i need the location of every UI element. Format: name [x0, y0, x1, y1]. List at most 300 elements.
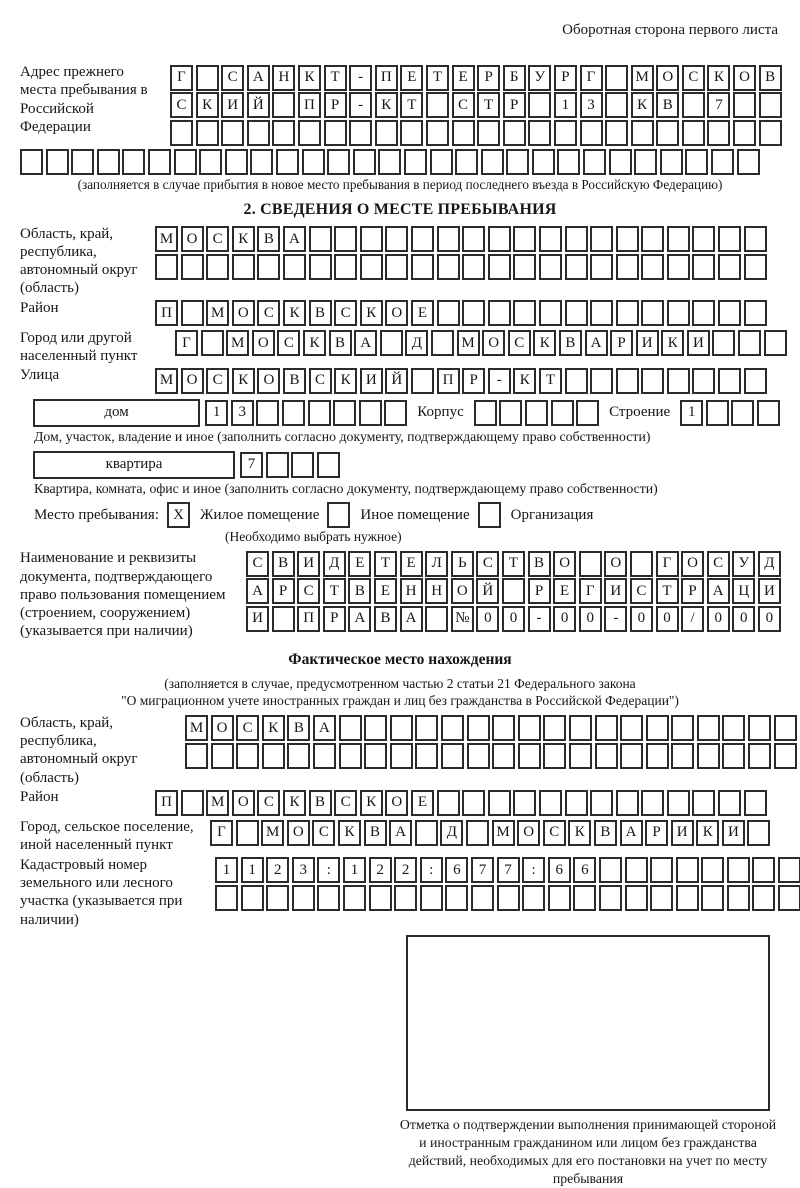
char-cell[interactable]: Г — [656, 551, 679, 577]
char-cell[interactable] — [543, 743, 566, 769]
char-cell[interactable]: К — [303, 330, 326, 356]
char-cell[interactable] — [415, 820, 438, 846]
char-cell[interactable] — [266, 452, 289, 478]
char-cell[interactable]: Н — [425, 578, 448, 604]
char-cell[interactable] — [488, 790, 511, 816]
char-cell[interactable]: О — [517, 820, 540, 846]
char-cell[interactable] — [620, 743, 643, 769]
char-cell[interactable] — [287, 743, 310, 769]
char-cell[interactable]: И — [360, 368, 383, 394]
char-cell[interactable] — [676, 857, 699, 883]
char-cell[interactable]: В — [594, 820, 617, 846]
char-cell[interactable]: И — [722, 820, 745, 846]
char-cell[interactable]: К — [196, 92, 219, 118]
char-cell[interactable] — [774, 715, 797, 741]
char-cell[interactable] — [646, 743, 669, 769]
char-cell[interactable]: А — [354, 330, 377, 356]
char-cell[interactable]: 7 — [707, 92, 730, 118]
char-cell[interactable]: К — [360, 790, 383, 816]
char-cell[interactable] — [181, 300, 204, 326]
char-cell[interactable] — [744, 254, 767, 280]
char-cell[interactable] — [360, 254, 383, 280]
char-cell[interactable]: П — [298, 92, 321, 118]
char-cell[interactable] — [272, 120, 295, 146]
char-cell[interactable] — [426, 120, 449, 146]
char-cell[interactable] — [528, 92, 551, 118]
char-cell[interactable] — [590, 790, 613, 816]
char-cell[interactable] — [764, 330, 787, 356]
char-cell[interactable]: В — [656, 92, 679, 118]
char-cell[interactable]: В — [283, 368, 306, 394]
char-cell[interactable] — [525, 400, 548, 426]
char-cell[interactable] — [718, 300, 741, 326]
char-cell[interactable]: Т — [323, 578, 346, 604]
char-cell[interactable]: К — [262, 715, 285, 741]
char-cell[interactable]: С — [452, 92, 475, 118]
char-cell[interactable]: А — [283, 226, 306, 252]
char-cell[interactable]: В — [759, 65, 782, 91]
char-cell[interactable]: С — [682, 65, 705, 91]
char-cell[interactable] — [420, 885, 443, 911]
char-cell[interactable] — [317, 452, 340, 478]
char-cell[interactable] — [488, 254, 511, 280]
char-cell[interactable]: 0 — [707, 606, 730, 632]
char-cell[interactable] — [667, 226, 690, 252]
char-cell[interactable] — [437, 226, 460, 252]
char-cell[interactable]: М — [206, 790, 229, 816]
char-cell[interactable]: Д — [323, 551, 346, 577]
char-cell[interactable] — [309, 226, 332, 252]
char-cell[interactable] — [616, 790, 639, 816]
char-cell[interactable]: Ц — [732, 578, 755, 604]
char-cell[interactable] — [241, 885, 264, 911]
char-cell[interactable]: 2 — [394, 857, 417, 883]
char-cell[interactable]: Е — [411, 790, 434, 816]
char-cell[interactable]: : — [522, 857, 545, 883]
char-cell[interactable] — [375, 120, 398, 146]
char-cell[interactable] — [272, 92, 295, 118]
char-cell[interactable] — [462, 790, 485, 816]
char-cell[interactable] — [722, 743, 745, 769]
char-cell[interactable] — [283, 254, 306, 280]
char-cell[interactable] — [488, 226, 511, 252]
char-cell[interactable] — [744, 300, 767, 326]
char-cell[interactable]: В — [272, 551, 295, 577]
char-cell[interactable] — [539, 790, 562, 816]
char-cell[interactable]: - — [349, 92, 372, 118]
char-cell[interactable] — [359, 400, 382, 426]
char-cell[interactable]: А — [348, 606, 371, 632]
char-cell[interactable]: А — [620, 820, 643, 846]
char-cell[interactable] — [492, 715, 515, 741]
char-cell[interactable]: М — [206, 300, 229, 326]
char-cell[interactable] — [181, 790, 204, 816]
char-cell[interactable]: У — [528, 65, 551, 91]
char-cell[interactable]: П — [297, 606, 320, 632]
char-cell[interactable] — [426, 92, 449, 118]
char-cell[interactable]: Р — [462, 368, 485, 394]
char-cell[interactable] — [757, 400, 780, 426]
char-cell[interactable] — [616, 368, 639, 394]
char-cell[interactable] — [712, 330, 735, 356]
char-cell[interactable]: Р — [272, 578, 295, 604]
char-cell[interactable]: Г — [175, 330, 198, 356]
char-cell[interactable] — [155, 254, 178, 280]
char-cell[interactable] — [430, 149, 453, 175]
char-cell[interactable] — [415, 715, 438, 741]
char-cell[interactable]: Р — [610, 330, 633, 356]
char-cell[interactable]: О — [733, 65, 756, 91]
char-cell[interactable]: Т — [502, 551, 525, 577]
char-cell[interactable]: 1 — [680, 400, 703, 426]
char-cell[interactable] — [522, 885, 545, 911]
char-cell[interactable]: Т — [426, 65, 449, 91]
char-cell[interactable]: С — [543, 820, 566, 846]
char-cell[interactable]: А — [246, 578, 269, 604]
char-cell[interactable]: С — [236, 715, 259, 741]
char-cell[interactable] — [590, 368, 613, 394]
char-cell[interactable] — [667, 254, 690, 280]
char-cell[interactable]: О — [385, 790, 408, 816]
char-cell[interactable] — [369, 885, 392, 911]
char-cell[interactable] — [232, 254, 255, 280]
char-cell[interactable]: И — [221, 92, 244, 118]
char-cell[interactable] — [692, 254, 715, 280]
char-cell[interactable]: Р — [554, 65, 577, 91]
char-cell[interactable]: С — [630, 578, 653, 604]
char-cell[interactable] — [349, 120, 372, 146]
char-cell[interactable]: Р — [503, 92, 526, 118]
char-cell[interactable] — [518, 743, 541, 769]
char-cell[interactable]: О — [181, 368, 204, 394]
char-cell[interactable]: А — [707, 578, 730, 604]
char-cell[interactable] — [565, 790, 588, 816]
char-cell[interactable] — [573, 885, 596, 911]
char-cell[interactable] — [697, 743, 720, 769]
char-cell[interactable]: Д — [758, 551, 781, 577]
char-cell[interactable]: В — [309, 300, 332, 326]
char-cell[interactable] — [759, 92, 782, 118]
char-cell[interactable]: Й — [247, 92, 270, 118]
char-cell[interactable]: А — [389, 820, 412, 846]
char-cell[interactable] — [247, 120, 270, 146]
char-cell[interactable] — [620, 715, 643, 741]
char-cell[interactable] — [502, 578, 525, 604]
char-cell[interactable]: Г — [210, 820, 233, 846]
char-cell[interactable] — [481, 149, 504, 175]
char-cell[interactable] — [206, 254, 229, 280]
char-cell[interactable] — [262, 743, 285, 769]
char-cell[interactable] — [528, 120, 551, 146]
char-cell[interactable]: В — [374, 606, 397, 632]
char-cell[interactable] — [411, 368, 434, 394]
char-cell[interactable] — [148, 149, 171, 175]
char-cell[interactable] — [400, 120, 423, 146]
char-cell[interactable]: С — [277, 330, 300, 356]
char-cell[interactable]: М — [155, 226, 178, 252]
char-cell[interactable]: М — [457, 330, 480, 356]
char-cell[interactable] — [727, 885, 750, 911]
char-cell[interactable]: О — [451, 578, 474, 604]
char-cell[interactable] — [682, 120, 705, 146]
char-cell[interactable] — [660, 149, 683, 175]
stay-option-org-checkbox[interactable] — [478, 502, 501, 528]
char-cell[interactable] — [616, 226, 639, 252]
char-cell[interactable]: П — [155, 790, 178, 816]
char-cell[interactable] — [778, 885, 800, 911]
char-cell[interactable] — [595, 743, 618, 769]
char-cell[interactable] — [513, 790, 536, 816]
char-cell[interactable]: - — [604, 606, 627, 632]
char-cell[interactable]: О — [604, 551, 627, 577]
char-cell[interactable]: К — [533, 330, 556, 356]
char-cell[interactable]: 0 — [502, 606, 525, 632]
char-cell[interactable]: А — [585, 330, 608, 356]
char-cell[interactable] — [452, 120, 475, 146]
char-cell[interactable] — [748, 743, 771, 769]
char-cell[interactable]: К — [338, 820, 361, 846]
char-cell[interactable]: В — [287, 715, 310, 741]
char-cell[interactable]: 2 — [266, 857, 289, 883]
char-cell[interactable] — [667, 300, 690, 326]
char-cell[interactable]: С — [476, 551, 499, 577]
char-cell[interactable] — [609, 149, 632, 175]
char-cell[interactable] — [236, 743, 259, 769]
char-cell[interactable]: И — [671, 820, 694, 846]
char-cell[interactable]: - — [349, 65, 372, 91]
char-cell[interactable]: 1 — [343, 857, 366, 883]
char-cell[interactable] — [441, 743, 464, 769]
char-cell[interactable]: О — [232, 790, 255, 816]
char-cell[interactable] — [641, 254, 664, 280]
char-cell[interactable] — [256, 400, 279, 426]
char-cell[interactable]: 0 — [656, 606, 679, 632]
char-cell[interactable] — [462, 300, 485, 326]
char-cell[interactable] — [282, 400, 305, 426]
char-cell[interactable] — [250, 149, 273, 175]
char-cell[interactable] — [390, 743, 413, 769]
char-cell[interactable]: 3 — [580, 92, 603, 118]
char-cell[interactable]: - — [528, 606, 551, 632]
char-cell[interactable]: К — [232, 226, 255, 252]
char-cell[interactable] — [462, 226, 485, 252]
char-cell[interactable] — [431, 330, 454, 356]
char-cell[interactable] — [748, 715, 771, 741]
char-cell[interactable] — [583, 149, 606, 175]
char-cell[interactable]: М — [261, 820, 284, 846]
char-cell[interactable]: Р — [681, 578, 704, 604]
char-cell[interactable] — [302, 149, 325, 175]
char-cell[interactable]: И — [687, 330, 710, 356]
char-cell[interactable]: 7 — [497, 857, 520, 883]
char-cell[interactable]: Т — [477, 92, 500, 118]
char-cell[interactable]: С — [206, 368, 229, 394]
char-cell[interactable]: С — [221, 65, 244, 91]
char-cell[interactable] — [548, 885, 571, 911]
char-cell[interactable] — [554, 120, 577, 146]
char-cell[interactable] — [394, 885, 417, 911]
char-cell[interactable] — [701, 885, 724, 911]
char-cell[interactable] — [334, 254, 357, 280]
char-cell[interactable] — [513, 300, 536, 326]
char-cell[interactable] — [692, 790, 715, 816]
char-cell[interactable] — [565, 254, 588, 280]
char-cell[interactable] — [590, 254, 613, 280]
char-cell[interactable] — [308, 400, 331, 426]
char-cell[interactable] — [759, 120, 782, 146]
char-cell[interactable] — [718, 226, 741, 252]
char-cell[interactable] — [384, 400, 407, 426]
char-cell[interactable]: 3 — [292, 857, 315, 883]
char-cell[interactable]: Г — [579, 578, 602, 604]
char-cell[interactable] — [488, 300, 511, 326]
char-cell[interactable]: 6 — [445, 857, 468, 883]
char-cell[interactable] — [676, 885, 699, 911]
char-cell[interactable] — [706, 400, 729, 426]
char-cell[interactable] — [671, 715, 694, 741]
char-cell[interactable] — [605, 120, 628, 146]
char-cell[interactable] — [339, 715, 362, 741]
char-cell[interactable]: А — [313, 715, 336, 741]
char-cell[interactable] — [727, 857, 750, 883]
char-cell[interactable] — [390, 715, 413, 741]
char-cell[interactable] — [625, 885, 648, 911]
char-cell[interactable] — [333, 400, 356, 426]
char-cell[interactable] — [667, 790, 690, 816]
char-cell[interactable] — [225, 149, 248, 175]
char-cell[interactable] — [625, 857, 648, 883]
char-cell[interactable]: Ь — [451, 551, 474, 577]
char-cell[interactable]: О — [181, 226, 204, 252]
char-cell[interactable] — [364, 715, 387, 741]
char-cell[interactable]: Й — [385, 368, 408, 394]
char-cell[interactable]: П — [437, 368, 460, 394]
char-cell[interactable]: К — [232, 368, 255, 394]
char-cell[interactable]: Е — [411, 300, 434, 326]
char-cell[interactable]: К — [283, 790, 306, 816]
char-cell[interactable] — [291, 452, 314, 478]
char-cell[interactable] — [711, 149, 734, 175]
char-cell[interactable]: М — [185, 715, 208, 741]
char-cell[interactable] — [385, 226, 408, 252]
char-cell[interactable]: М — [226, 330, 249, 356]
char-cell[interactable] — [650, 885, 673, 911]
char-cell[interactable]: Н — [400, 578, 423, 604]
char-cell[interactable] — [199, 149, 222, 175]
char-cell[interactable]: О — [257, 368, 280, 394]
char-cell[interactable] — [718, 790, 741, 816]
char-cell[interactable] — [752, 857, 775, 883]
char-cell[interactable]: 2 — [369, 857, 392, 883]
char-cell[interactable] — [97, 149, 120, 175]
char-cell[interactable] — [667, 368, 690, 394]
char-cell[interactable] — [378, 149, 401, 175]
char-cell[interactable]: С — [297, 578, 320, 604]
char-cell[interactable]: В — [528, 551, 551, 577]
char-cell[interactable]: У — [732, 551, 755, 577]
char-cell[interactable]: И — [604, 578, 627, 604]
char-cell[interactable] — [343, 885, 366, 911]
char-cell[interactable]: : — [420, 857, 443, 883]
char-cell[interactable] — [590, 226, 613, 252]
char-cell[interactable] — [380, 330, 403, 356]
char-cell[interactable] — [718, 368, 741, 394]
char-cell[interactable]: К — [283, 300, 306, 326]
char-cell[interactable]: Е — [400, 551, 423, 577]
char-cell[interactable] — [543, 715, 566, 741]
char-cell[interactable]: 0 — [476, 606, 499, 632]
char-cell[interactable] — [455, 149, 478, 175]
char-cell[interactable] — [411, 226, 434, 252]
char-cell[interactable] — [20, 149, 43, 175]
char-cell[interactable] — [474, 400, 497, 426]
char-cell[interactable]: М — [492, 820, 515, 846]
char-cell[interactable] — [532, 149, 555, 175]
stay-option-zhiloe-checkbox[interactable]: X — [167, 502, 190, 528]
char-cell[interactable] — [425, 606, 448, 632]
char-cell[interactable]: 0 — [553, 606, 576, 632]
char-cell[interactable] — [313, 743, 336, 769]
char-cell[interactable] — [733, 120, 756, 146]
char-cell[interactable] — [747, 820, 770, 846]
char-cell[interactable]: С — [257, 300, 280, 326]
char-cell[interactable] — [462, 254, 485, 280]
char-cell[interactable]: О — [232, 300, 255, 326]
char-cell[interactable]: Е — [348, 551, 371, 577]
char-cell[interactable] — [467, 743, 490, 769]
char-cell[interactable] — [324, 120, 347, 146]
char-cell[interactable]: О — [681, 551, 704, 577]
char-cell[interactable]: О — [211, 715, 234, 741]
char-cell[interactable]: К — [631, 92, 654, 118]
char-cell[interactable]: 1 — [215, 857, 238, 883]
char-cell[interactable] — [656, 120, 679, 146]
char-cell[interactable]: О — [553, 551, 576, 577]
char-cell[interactable] — [497, 885, 520, 911]
char-cell[interactable] — [185, 743, 208, 769]
char-cell[interactable]: Р — [477, 65, 500, 91]
char-cell[interactable] — [641, 790, 664, 816]
char-cell[interactable] — [641, 300, 664, 326]
char-cell[interactable] — [539, 300, 562, 326]
char-cell[interactable] — [317, 885, 340, 911]
char-cell[interactable] — [339, 743, 362, 769]
char-cell[interactable] — [539, 226, 562, 252]
char-cell[interactable] — [334, 226, 357, 252]
char-cell[interactable] — [471, 885, 494, 911]
char-cell[interactable]: Т — [656, 578, 679, 604]
char-cell[interactable]: Т — [539, 368, 562, 394]
char-cell[interactable] — [551, 400, 574, 426]
char-cell[interactable]: Д — [405, 330, 428, 356]
char-cell[interactable] — [579, 551, 602, 577]
char-cell[interactable]: С — [206, 226, 229, 252]
char-cell[interactable]: 0 — [579, 606, 602, 632]
char-cell[interactable]: 7 — [471, 857, 494, 883]
char-cell[interactable] — [211, 743, 234, 769]
char-cell[interactable]: С — [508, 330, 531, 356]
char-cell[interactable] — [385, 254, 408, 280]
char-cell[interactable]: П — [155, 300, 178, 326]
char-cell[interactable] — [360, 226, 383, 252]
char-cell[interactable]: - — [488, 368, 511, 394]
char-cell[interactable] — [477, 120, 500, 146]
char-cell[interactable] — [364, 743, 387, 769]
char-cell[interactable]: И — [758, 578, 781, 604]
char-cell[interactable]: В — [364, 820, 387, 846]
char-cell[interactable]: М — [155, 368, 178, 394]
char-cell[interactable] — [737, 149, 760, 175]
